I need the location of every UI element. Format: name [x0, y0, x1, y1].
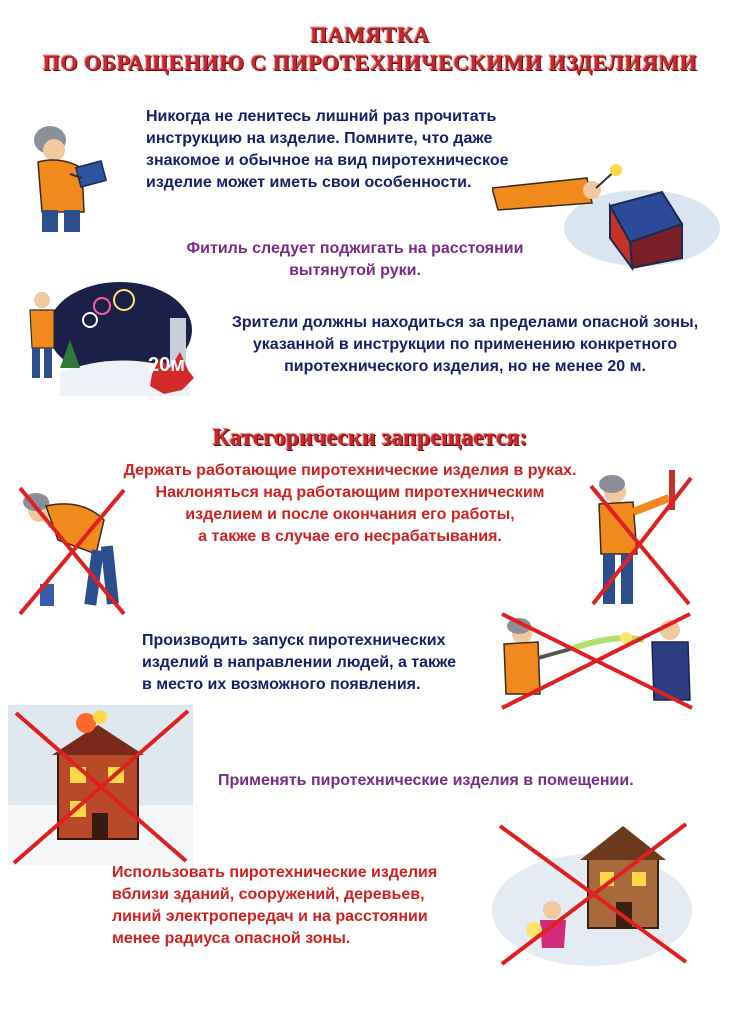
- indoors-prohibition-text: Применять пиротехнические изделия в помещении.: [218, 772, 634, 789]
- spectators-line: Зрители должны находиться за пределами опасной зоны,: [231, 314, 699, 331]
- instruction-line: Никогда не ленитесь лишний раз прочитать: [146, 108, 497, 125]
- people-line: в место их возможного появления.: [142, 676, 421, 693]
- hands-line: Держать работающие пиротехнические изделия в руках.: [123, 462, 577, 479]
- people-line: Производить запуск пиротехнических: [142, 632, 446, 649]
- instruction-tip-text: [146, 106, 508, 194]
- buildings-line: менее радиуса опасной зоны.: [112, 930, 351, 947]
- firing-at-people-illustration: [494, 608, 699, 713]
- spectators-distance-illustration: [20, 278, 195, 396]
- prohibited-heading: Категорически запрещается:: [212, 425, 528, 451]
- hands-prohibition-text: [90, 460, 610, 548]
- spectators-line: указанной в инструкции по применению конкретного: [252, 336, 678, 353]
- instruction-line: инструкцию на изделие. Помните, что даже: [146, 130, 493, 147]
- spectators-tip-text: [205, 312, 725, 378]
- instruction-line: знакомое и обычное на вид пиротехническое: [146, 152, 509, 169]
- spectators-line: пиротехнического изделия, но не менее 20 м.: [284, 358, 646, 375]
- buildings-prohibition-text: [112, 862, 437, 950]
- memo-subtitle: ПО ОБРАЩЕНИЮ С ПИРОТЕХНИЧЕСКИМИ ИЗДЕЛИЯМИ: [42, 50, 698, 75]
- man-reading-instruction-illustration: [20, 112, 115, 237]
- hands-line: а также в случае его несрабатывания.: [198, 528, 502, 545]
- hands-line: Наклоняться над работающим пиротехническим: [155, 484, 545, 501]
- memo-title: ПАМЯТКА: [310, 22, 430, 47]
- hands-line: изделием и после окончания его работы,: [185, 506, 515, 523]
- fuse-tip-text: [160, 238, 550, 282]
- instruction-line: изделие может иметь свои особенности.: [146, 174, 472, 191]
- buildings-line: вблизи зданий, сооружений, деревьев,: [112, 886, 425, 903]
- people-prohibition-text: [142, 630, 456, 696]
- firework-near-house-illustration: [490, 818, 695, 968]
- distance-badge: 20м: [148, 354, 186, 376]
- buildings-line: линий электропередач и на расстоянии: [112, 908, 428, 925]
- fuse-line: Фитиль следует поджигать на расстоянии: [186, 240, 524, 257]
- fuse-line: вытянутой руки.: [289, 262, 421, 279]
- people-line: изделий в направлении людей, а также: [142, 654, 457, 671]
- burning-house-indoors-illustration: [8, 705, 193, 865]
- buildings-line: Использовать пиротехнические изделия: [112, 864, 438, 881]
